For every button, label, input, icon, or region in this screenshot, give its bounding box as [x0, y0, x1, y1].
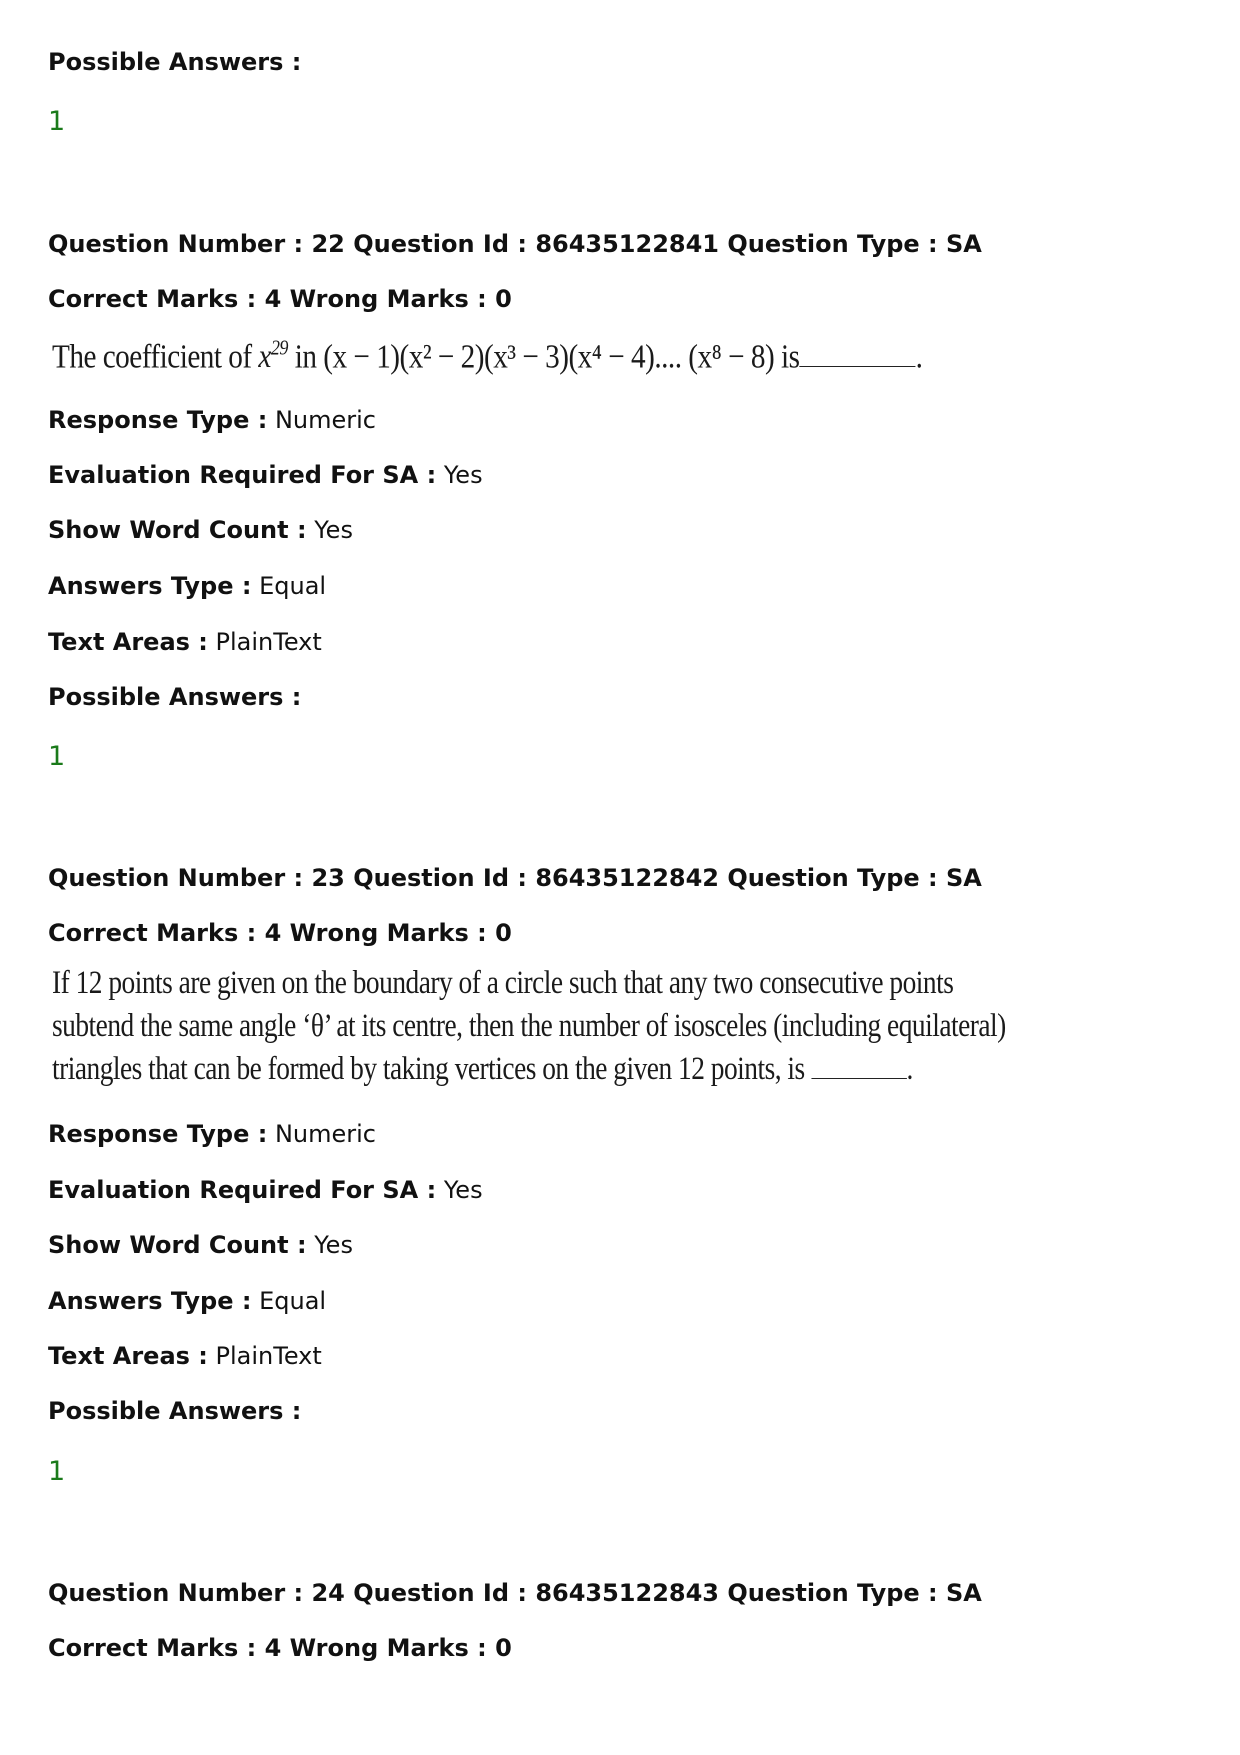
q22-show-word-count: Show Word Count : Yes	[48, 516, 353, 544]
q24-header: Question Number : 24 Question Id : 86435122843 Question Type : SA	[48, 1579, 982, 1607]
q22-possible-answers-label: Possible Answers :	[48, 683, 302, 711]
q23-possible-answers-label: Possible Answers :	[48, 1397, 302, 1425]
q23-evaluation-required: Evaluation Required For SA : Yes	[48, 1176, 483, 1204]
q23-possible-answer-value: 1	[48, 1456, 66, 1487]
q22-header: Question Number : 22 Question Id : 86435122841 Question Type : SA	[48, 230, 982, 258]
q23-marks: Correct Marks : 4 Wrong Marks : 0	[48, 919, 512, 947]
q23-header: Question Number : 23 Question Id : 86435122842 Question Type : SA	[48, 864, 982, 892]
q22-answers-type: Answers Type : Equal	[48, 572, 327, 600]
q22-possible-answer-value: 1	[48, 741, 66, 772]
q23-answers-type: Answers Type : Equal	[48, 1287, 327, 1315]
possible-answers-label: Possible Answers :	[48, 48, 302, 76]
q24-marks: Correct Marks : 4 Wrong Marks : 0	[48, 1634, 512, 1662]
q23-response-type: Response Type : Numeric	[48, 1120, 376, 1148]
q22-response-type: Response Type : Numeric	[48, 406, 376, 434]
q23-show-word-count: Show Word Count : Yes	[48, 1231, 353, 1259]
q22-marks: Correct Marks : 4 Wrong Marks : 0	[48, 285, 512, 313]
q22-evaluation-required: Evaluation Required For SA : Yes	[48, 461, 483, 489]
q22-question-text: The coefficient of $x^{29}$ in (x − 1)(x² − 2)(x³ − 3)(x⁴ − 4).... (x⁸ − 8) is .	[52, 336, 923, 376]
q23-text-areas: Text Areas : PlainText	[48, 1342, 322, 1370]
q22-text-areas: Text Areas : PlainText	[48, 628, 322, 656]
possible-answer-value: 1	[48, 106, 66, 137]
q23-question-text: If 12 points are given on the boundary of a circle such that any two consecutive points subtend the same angle ‘θ’ at its centre, then the number of isosceles (including equilateral) triangles that can be formed by taking vertices on the given 12 points, is .	[52, 965, 1006, 1087]
